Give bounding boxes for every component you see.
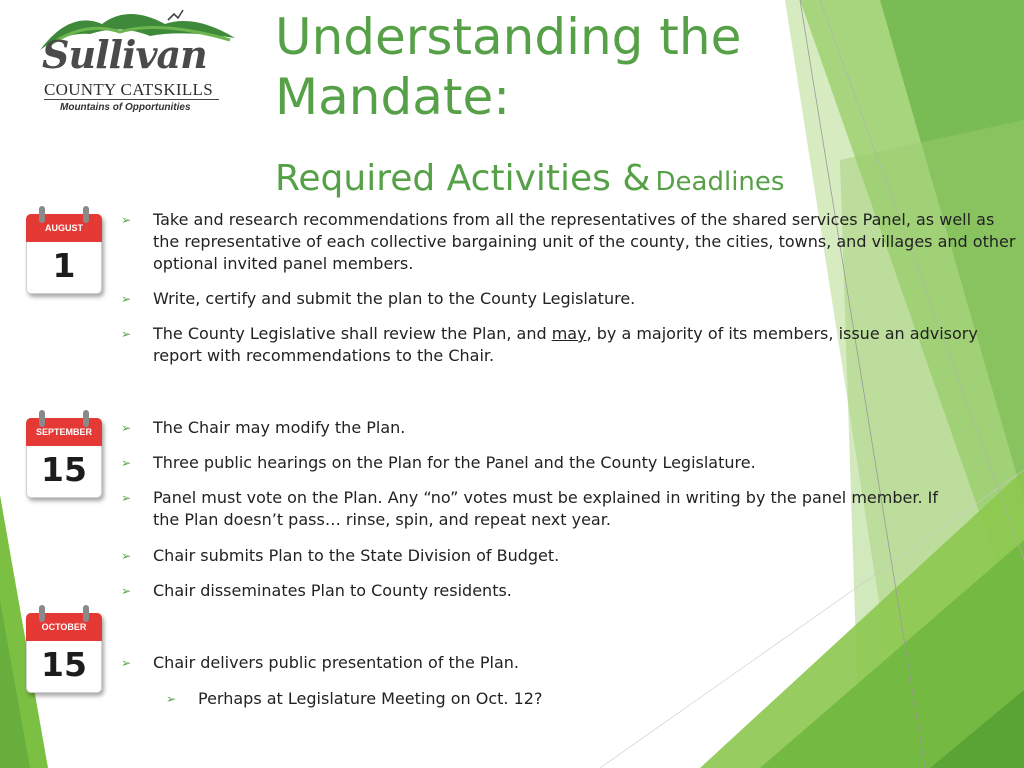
bullet-arrow-icon: ➢	[121, 584, 132, 598]
list-item	[121, 323, 1018, 367]
bullet-arrow-icon: ➢	[121, 491, 132, 505]
logo-county-text: COUNTY CATSKILLS	[44, 80, 213, 99]
bullet-arrow-icon: ➢	[121, 213, 132, 227]
bullet-arrow-icon: ➢	[166, 692, 177, 706]
calendar-day: 15	[41, 450, 87, 489]
title-line-2: Mandate:	[275, 68, 511, 126]
list-item	[121, 652, 1018, 674]
list-item	[121, 580, 1018, 602]
calendar-day: 1	[52, 246, 76, 285]
list-item	[121, 452, 1018, 474]
list-item	[121, 209, 1018, 275]
bullet-arrow-icon: ➢	[121, 549, 132, 563]
logo-tagline: Mountains of Opportunities	[60, 102, 191, 113]
list-item-text: The Chair may modify the Plan.	[153, 418, 406, 437]
subtitle-main: Required Activities &	[275, 158, 651, 199]
calendar-month: SEPTEMBER	[35, 427, 92, 437]
list-item-text: Take and research recommendations from all the representatives of the shared services Panel, as well as the representative of each collective bargaining unit of the county, the cities, towns, and villages and other optional invited panel members.	[153, 210, 1016, 273]
bullet-arrow-icon: ➢	[121, 292, 132, 306]
subtitle-small: Deadlines	[655, 167, 785, 197]
calendar-month: OCTOBER	[41, 622, 87, 632]
list-item-text: , by a majority of its members, issue an advisory report with recommendations to the Chair.	[153, 324, 978, 365]
list-item-text: Chair disseminates Plan to County residents.	[153, 581, 512, 600]
list-item-text: Three public hearings on the Plan for the Panel and the County Legislature.	[153, 453, 756, 472]
list-item	[121, 487, 953, 531]
bullet-arrow-icon: ➢	[121, 327, 132, 341]
list-item-text: Chair delivers public presentation of the Plan.	[153, 653, 519, 672]
list-item-text: Chair submits Plan to the State Division of Budget.	[153, 546, 560, 565]
list-item-text: Panel must vote on the Plan. Any “no” votes must be explained in writing by the panel member. If the Plan doesn’t pass… rinse, spin, and repeat next year.	[153, 488, 938, 529]
bullet-arrow-icon: ➢	[121, 421, 132, 435]
calendar-day: 15	[41, 645, 87, 684]
list-item	[121, 545, 1018, 567]
bullet-arrow-icon: ➢	[121, 656, 132, 670]
list-item-underlined-text: may	[551, 324, 587, 343]
bullet-arrow-icon: ➢	[121, 456, 132, 470]
title-line-1: Understanding the	[275, 8, 742, 66]
list-item-text: Write, certify and submit the plan to the County Legislature.	[153, 289, 636, 308]
list-item	[121, 417, 1018, 439]
list-item-text: Perhaps at Legislature Meeting on Oct. 12?	[198, 689, 543, 708]
list-item	[121, 288, 1018, 310]
sub-list-item	[166, 688, 998, 710]
calendar-month: AUGUST	[45, 223, 83, 233]
logo-wordmark: Sullivan	[42, 32, 207, 77]
list-item-text: The County Legislative shall review the Plan, and	[153, 324, 552, 343]
